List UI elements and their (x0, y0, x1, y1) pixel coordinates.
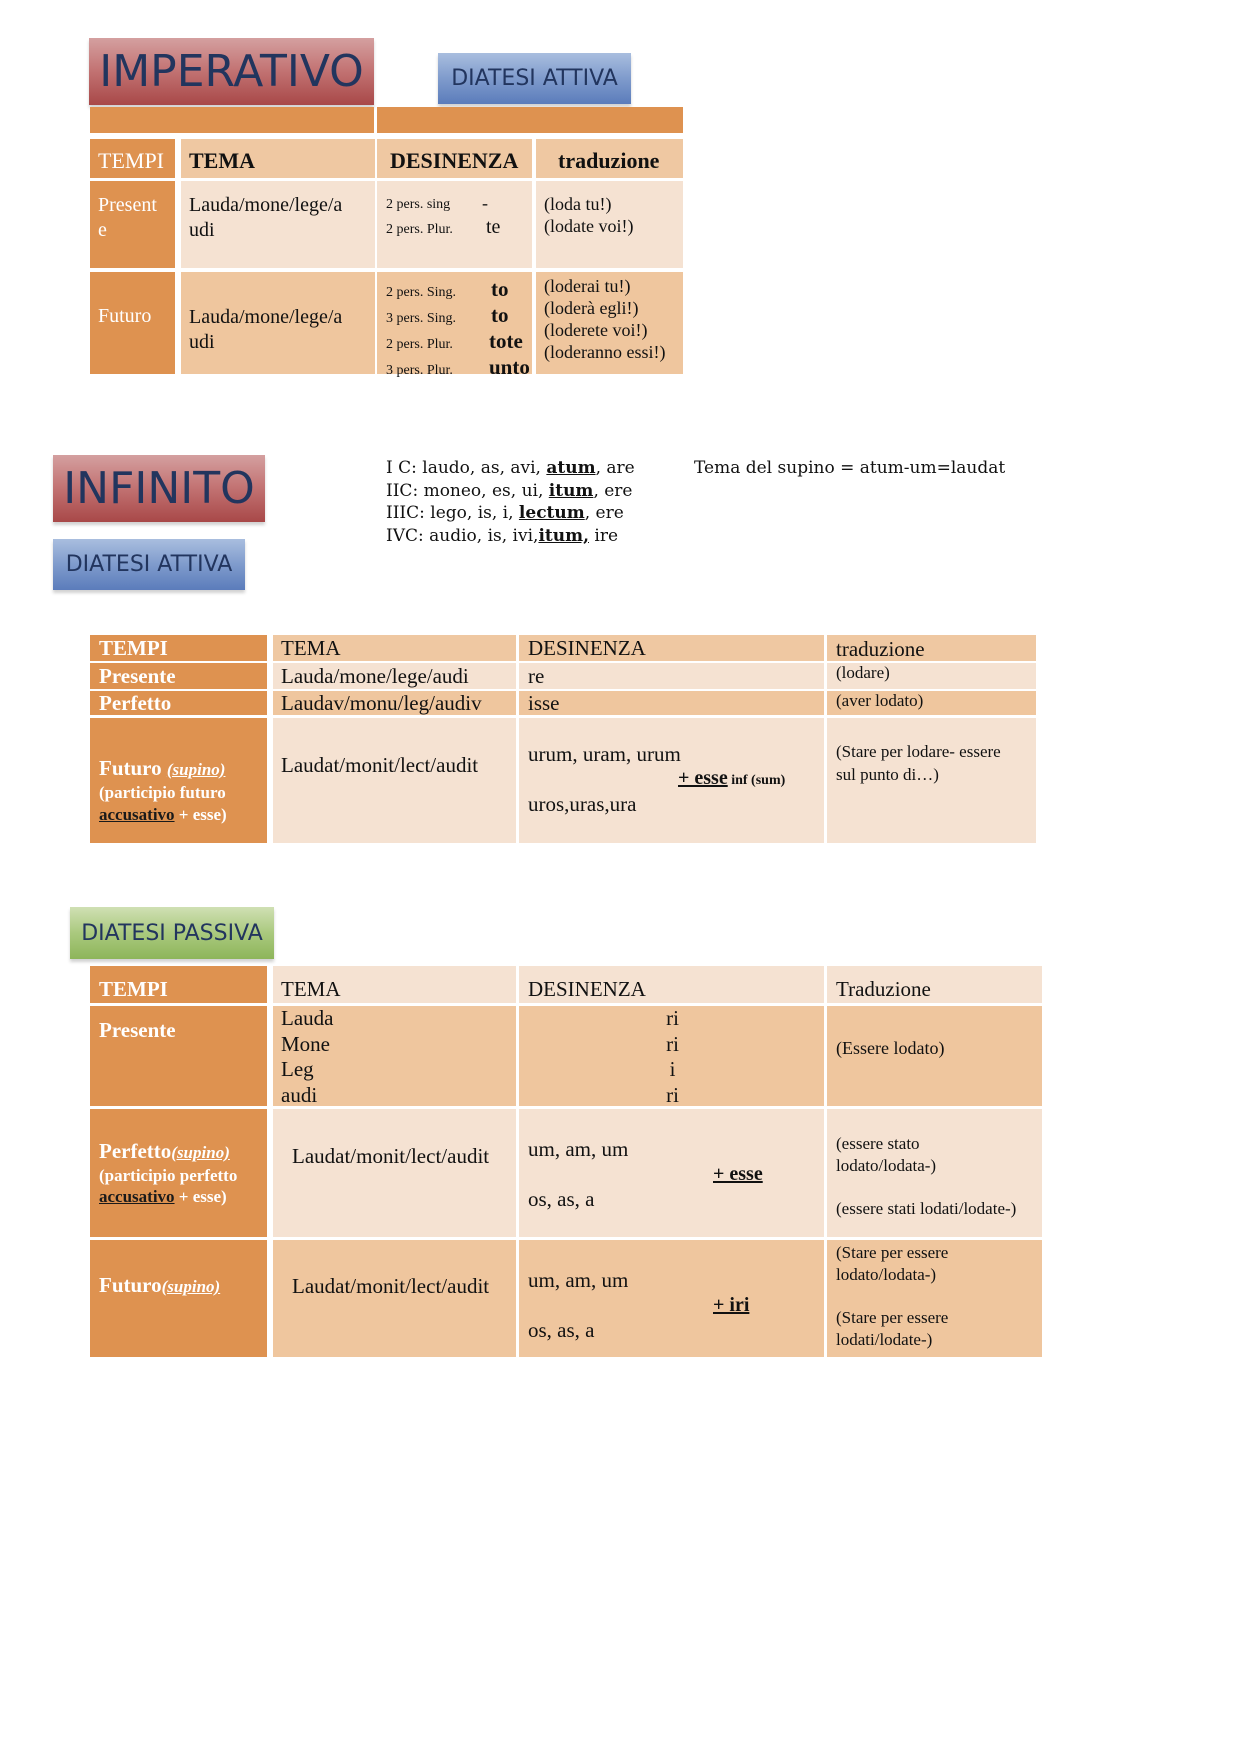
passiva-header-tema: TEMA (273, 966, 516, 1003)
infinito-title-text: INFINITO (63, 463, 255, 514)
infinito-row-futuro-desinenza: urum, uram, urum + esse inf (sum) uros,uras,ura (519, 718, 824, 843)
infinito-header-desinenza: DESINENZA (519, 635, 824, 661)
imperativo-row-presente-desinenza (377, 181, 532, 268)
imperativo-row-presente-tema: Lauda/mone/lege/a udi (181, 181, 375, 268)
perfetto-label: Perfetto(supino) (99, 1139, 230, 1163)
desinenza-line: 2 pers. sing - (386, 193, 488, 213)
coniugazione-line: IVC: audio, is, ivi,itum, ire (386, 525, 619, 546)
passiva-diatesi-text: DIATESI PASSIVA (81, 920, 263, 946)
nota-supino: Tema del supino = atum-um=laudat (694, 458, 1006, 478)
imperativo-row-presente-traduzione: (loda tu!) (lodate voi!) (536, 181, 683, 268)
passiva-diatesi-badge (70, 907, 274, 959)
futuro-note: (participio futuro accusativo + esse) (99, 783, 227, 824)
infinito-row-presente-traduzione: (lodare) (827, 663, 1036, 689)
imperativo-diatesi-badge (438, 53, 631, 104)
infinito-row-perfetto-tempo: Perfetto (90, 691, 267, 715)
imperativo-diatesi-text: DIATESI ATTIVA (451, 66, 618, 91)
passiva-row-perfetto-desinenza: um, am, um + esse os, as, a (519, 1109, 824, 1237)
imperativo-top-bar-right (377, 107, 683, 133)
passiva-row-perfetto-tema: Laudat/monit/lect/audit (273, 1109, 516, 1237)
desinenza-line: 2 pers. Plur. te (386, 216, 501, 238)
passiva-row-perfetto-traduzione: (essere stato lodato/lodata-) (essere stati lodati/lodate-) (827, 1109, 1042, 1237)
infinito-row-futuro-tempo (90, 718, 267, 843)
imperativo-row-futuro-tema: Lauda/mone/lege/a udi (181, 272, 375, 374)
passiva-header-traduzione: Traduzione (827, 966, 1042, 1003)
infinito-row-perfetto-traduzione: (aver lodato) (827, 691, 1036, 715)
coniugazione-line: IIC: moneo, es, ui, itum, ere (386, 480, 633, 501)
infinito-row-presente-tempo: Presente (90, 663, 267, 689)
coniugazione-line: I C: laudo, as, avi, atum, are (386, 458, 635, 478)
imperativo-row-futuro-tempo: Futuro (90, 272, 175, 374)
infinito-row-futuro-tema: Laudat/monit/lect/audit (273, 718, 516, 843)
imperativo-row-presente-tempo: Present e (90, 181, 175, 268)
coniugazione-line: IIIC: lego, is, i, lectum, ere (386, 503, 624, 523)
passiva-row-futuro-tema: Laudat/monit/lect/audit (273, 1240, 516, 1357)
imperativo-top-bar-left (90, 107, 374, 133)
infinito-diatesi-text: DIATESI ATTIVA (65, 552, 233, 577)
imperativo-header-tema: TEMA (181, 139, 375, 178)
imperativo-row-futuro-desinenza (377, 272, 532, 379)
infinito-row-presente-desinenza: re (519, 663, 824, 689)
infinito-header-tempi: TEMPI (90, 635, 267, 661)
imperativo-header-traduzione: traduzione (536, 139, 683, 178)
infinito-row-perfetto-tema: Laudav/monu/leg/audiv (273, 691, 516, 715)
imperativo-header-desinenza: DESINENZA (377, 139, 532, 178)
infinito-title (53, 455, 265, 522)
infinito-row-presente-tema: Lauda/mone/lege/audi (273, 663, 516, 689)
perfetto-note: (participio perfetto accusativo + esse) (99, 1166, 238, 1206)
imperativo-title-text: IMPERATIVO (99, 46, 364, 97)
desinenza-line: 3 pers. Sing. to (386, 303, 509, 327)
imperativo-title (89, 38, 374, 105)
passiva-row-perfetto-tempo (90, 1109, 267, 1237)
desinenza-line: 2 pers. Plur. tote (386, 329, 523, 353)
passiva-row-presente-traduzione: (Essere lodato) (827, 1006, 1042, 1106)
imperativo-row-futuro-traduzione: (loderai tu!) (loderà egli!) (loderete voi!) (loderanno essi!) (536, 272, 683, 374)
futuro-label: Futuro (supino) (99, 756, 226, 780)
desinenza-line: 2 pers. Sing. to (386, 277, 509, 301)
passiva-row-presente-tempo: Presente (90, 1006, 267, 1106)
infinito-header-tema: TEMA (273, 635, 516, 661)
passiva-row-futuro-desinenza: um, am, um + iri os, as, a (519, 1240, 824, 1357)
desinenza-line: 3 pers. Plur. unto (386, 355, 530, 379)
coniugazioni-list (386, 457, 635, 547)
passiva-row-futuro-tempo: Futuro(supino) (90, 1240, 267, 1357)
passiva-header-tempi: TEMPI (90, 966, 267, 1003)
infinito-row-futuro-traduzione: (Stare per lodare- essere sul punto di…) (827, 718, 1036, 843)
infinito-diatesi-badge (53, 539, 245, 590)
infinito-header-traduzione: traduzione (827, 635, 1036, 661)
passiva-row-presente-tema: Lauda Mone Leg audi (273, 1006, 516, 1106)
passiva-row-presente-desinenza: ri ri i ri (519, 1006, 824, 1106)
passiva-header-desinenza: DESINENZA (519, 966, 824, 1003)
infinito-row-perfetto-desinenza: isse (519, 691, 824, 715)
passiva-row-futuro-traduzione: (Stare per essere lodato/lodata-) (Stare per essere lodati/lodate-) (827, 1240, 1042, 1357)
imperativo-header-tempi: TEMPI (90, 139, 175, 178)
